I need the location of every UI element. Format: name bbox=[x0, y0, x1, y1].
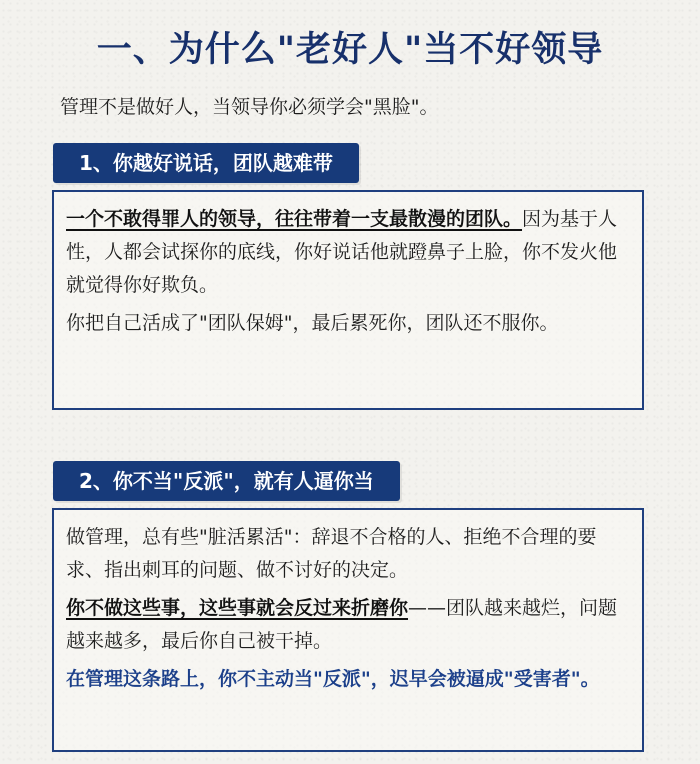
section-1-paragraph-2: 你把自己活成了"团队保姆"，最后累死你，团队还不服你。 bbox=[66, 312, 559, 334]
section-1-key-sentence: 一个不敢得罪人的领导，往往带着一支最散漫的团队。 bbox=[66, 208, 523, 230]
section-1-explanation: 因为基于人性，人都会试探你的底线，你好说话他就蹬鼻子上脸，你不发火他就觉得你好欺负。 bbox=[66, 208, 618, 296]
section-2-card bbox=[52, 508, 644, 752]
intro-text: 管理不是做好人，当领导你必须学会"黑脸"。 bbox=[60, 96, 439, 118]
section-1-paragraph-1 bbox=[66, 203, 628, 302]
section-1-card bbox=[52, 190, 644, 410]
section-1-label: 1、你越好说话，团队越难带 bbox=[53, 143, 359, 183]
section-2-consequence: ——团队越来越烂，问题越来越多，最后你自己被干掉。 bbox=[66, 597, 618, 652]
section-2-label: 2、你不当"反派"，就有人逼你当 bbox=[53, 461, 400, 501]
section-2-paragraph-2 bbox=[66, 592, 628, 658]
section-2-key-sentence: 你不做这些事，这些事就会反过来折磨你 bbox=[66, 597, 409, 619]
section-2-conclusion: 在管理这条路上，你不主动当"反派"，迟早会被逼成"受害者"。 bbox=[66, 668, 600, 690]
section-2-paragraph-1: 做管理，总有些"脏活累活"：辞退不合格的人、拒绝不合理的要求、指出刺耳的问题、做不讨好的决定。 bbox=[66, 526, 597, 581]
page-title: 一、为什么"老好人"当不好领导 bbox=[96, 30, 604, 70]
